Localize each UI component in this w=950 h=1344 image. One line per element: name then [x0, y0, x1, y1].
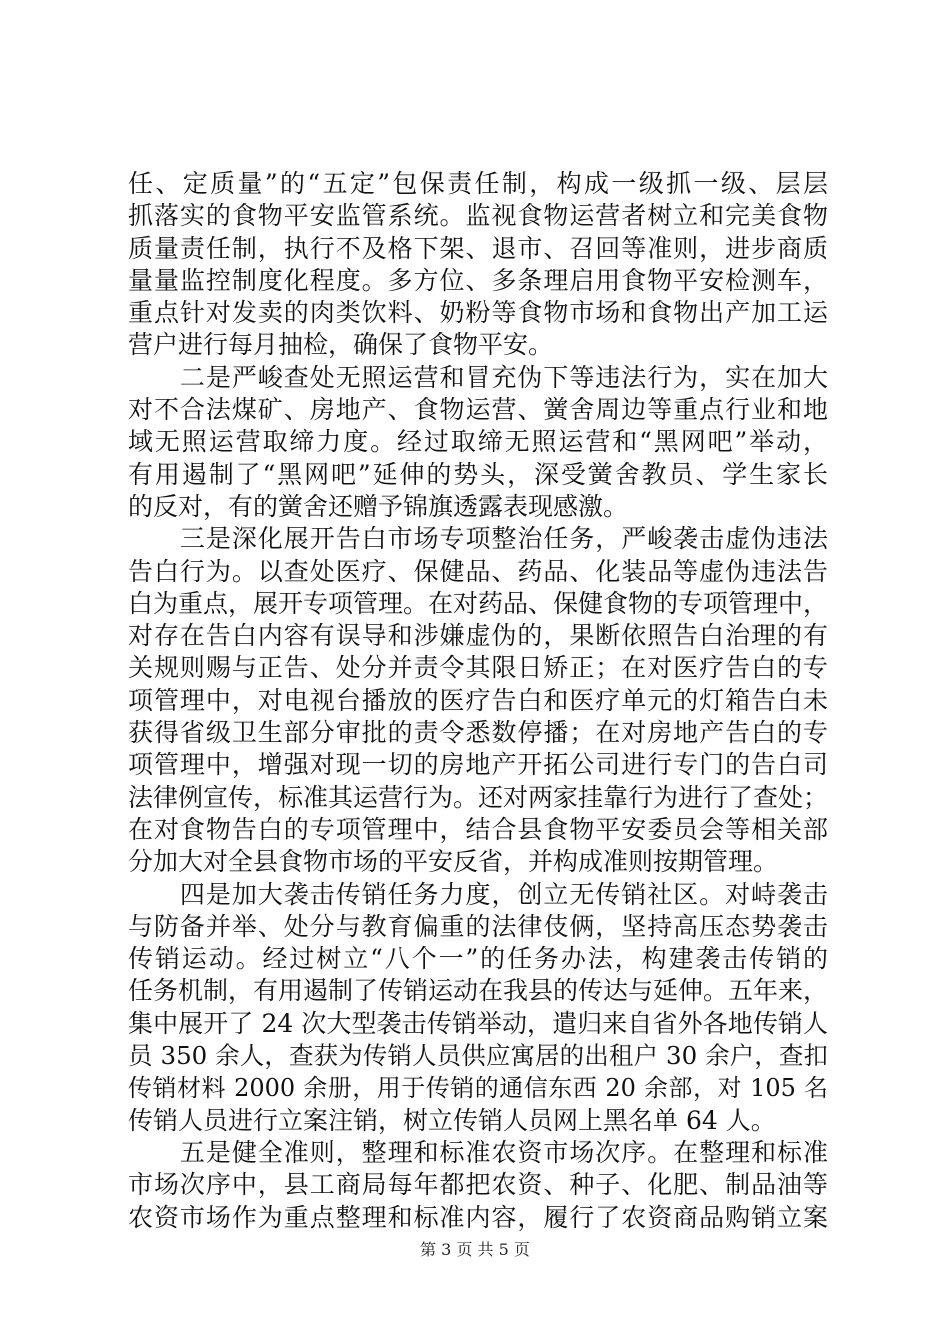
- text-line: 二是严峻查处无照运营和冒充伪下等违法行为，实在加大: [128, 362, 828, 392]
- text-line: 分加大对全县食物市场的平安反省，并构成准则按期管理。: [128, 847, 779, 877]
- text-line: 传销材料 2000 余册，用于传销的通信东西 20 余部，对 105 名: [128, 1074, 828, 1103]
- text-line: 与防备并举、处分与教育偏重的法律伎俩，坚持高压态势袭击: [128, 911, 828, 941]
- text-line: 任务机制，有用遏制了传销运动在我县的传达与延伸。五年来，: [128, 976, 829, 1006]
- text-line: 员 350 余人，查获为传销人员供应寓居的出租户 30 余户，查扣: [128, 1041, 828, 1071]
- text-line: 对存在告白内容有误导和涉嫌虚伪的，果断依照告白治理的有: [128, 621, 828, 651]
- text-line: 重点针对发卖的肉类饮料、奶粉等食物市场和食物出产加工运: [128, 298, 828, 328]
- text-line: 市场次序中，县工商局每年都把农资、种子、化肥、制品油等: [128, 1170, 828, 1200]
- document-body: [128, 168, 828, 1234]
- text-line: 项管理中，对电视台播放的医疗告白和医疗单元的灯箱告白未: [128, 685, 828, 715]
- text-line: 抓落实的食物平安监管系统。监视食物运营者树立和完美食物: [128, 201, 828, 231]
- text-line: 营户进行每月抽检，确保了食物平安。: [128, 330, 554, 360]
- text-line: 域无照运营取缔力度。经过取缔无照运营和“黑网吧”举动，: [128, 427, 828, 457]
- text-line: 三是深化展开告白市场专项整治任务，严峻袭击虚伪违法: [128, 524, 828, 554]
- text-line: 白为重点，展开专项管理。在对药品、保健食物的专项管理中，: [128, 588, 829, 618]
- text-line: 法律例宣传，标准其运营行为。还对两家挂靠行为进行了查处；: [128, 782, 829, 812]
- text-line: 量量监控制度化程度。多方位、多条理启用食物平安检测车，: [128, 265, 828, 295]
- text-line: 集中展开了 24 次大型袭击传销举动，遣归来自省外各地传销人: [128, 1008, 828, 1038]
- text-line: 告白行为。以查处医疗、保健品、药品、化装品等虚伪违法告: [128, 556, 828, 586]
- text-line: 传销人员进行立案注销，树立传销人员网上黑名单 64 人。: [128, 1105, 776, 1135]
- text-line: 获得省级卫生部分审批的责令悉数停播；在对房地产告白的专: [128, 718, 828, 748]
- text-line: 项管理中，增强对现一切的房地产开拓公司进行专门的告白司: [128, 750, 828, 780]
- text-line: 关规则赐与正告、处分并责令其限日矫正；在对医疗告白的专: [128, 653, 828, 683]
- page-number-footer: 第 3 页 共 5 页: [420, 1240, 530, 1259]
- text-line: 的反对，有的黉舍还赠予锦旗透露表现感激。: [128, 491, 629, 521]
- text-line: 对不合法煤矿、房地产、食物运营、黉舍周边等重点行业和地: [128, 395, 828, 425]
- text-line: 有用遏制了“黑网吧”延伸的势头，深受黉舍教员、学生家长: [128, 459, 828, 489]
- text-line: 在对食物告白的专项管理中，结合县食物平安委员会等相关部: [128, 814, 828, 844]
- text-line: 五是健全准则，整理和标准农资市场次序。在整理和标准: [128, 1137, 828, 1167]
- text-line: 四是加大袭击传销任务力度，创立无传销社区。对峙袭击: [128, 879, 828, 909]
- text-line: 质量责任制，执行不及格下架、退市、召回等准则，进步商质: [128, 233, 828, 263]
- text-line: 传销运动。经过树立“八个一”的任务办法，构建袭击传销的: [128, 944, 828, 974]
- text-line: 任、定质量”的“五定”包保责任制，构成一级抓一级、层层: [128, 169, 828, 198]
- text-line: 农资市场作为重点整理和标准内容，履行了农资商品购销立案: [128, 1202, 828, 1232]
